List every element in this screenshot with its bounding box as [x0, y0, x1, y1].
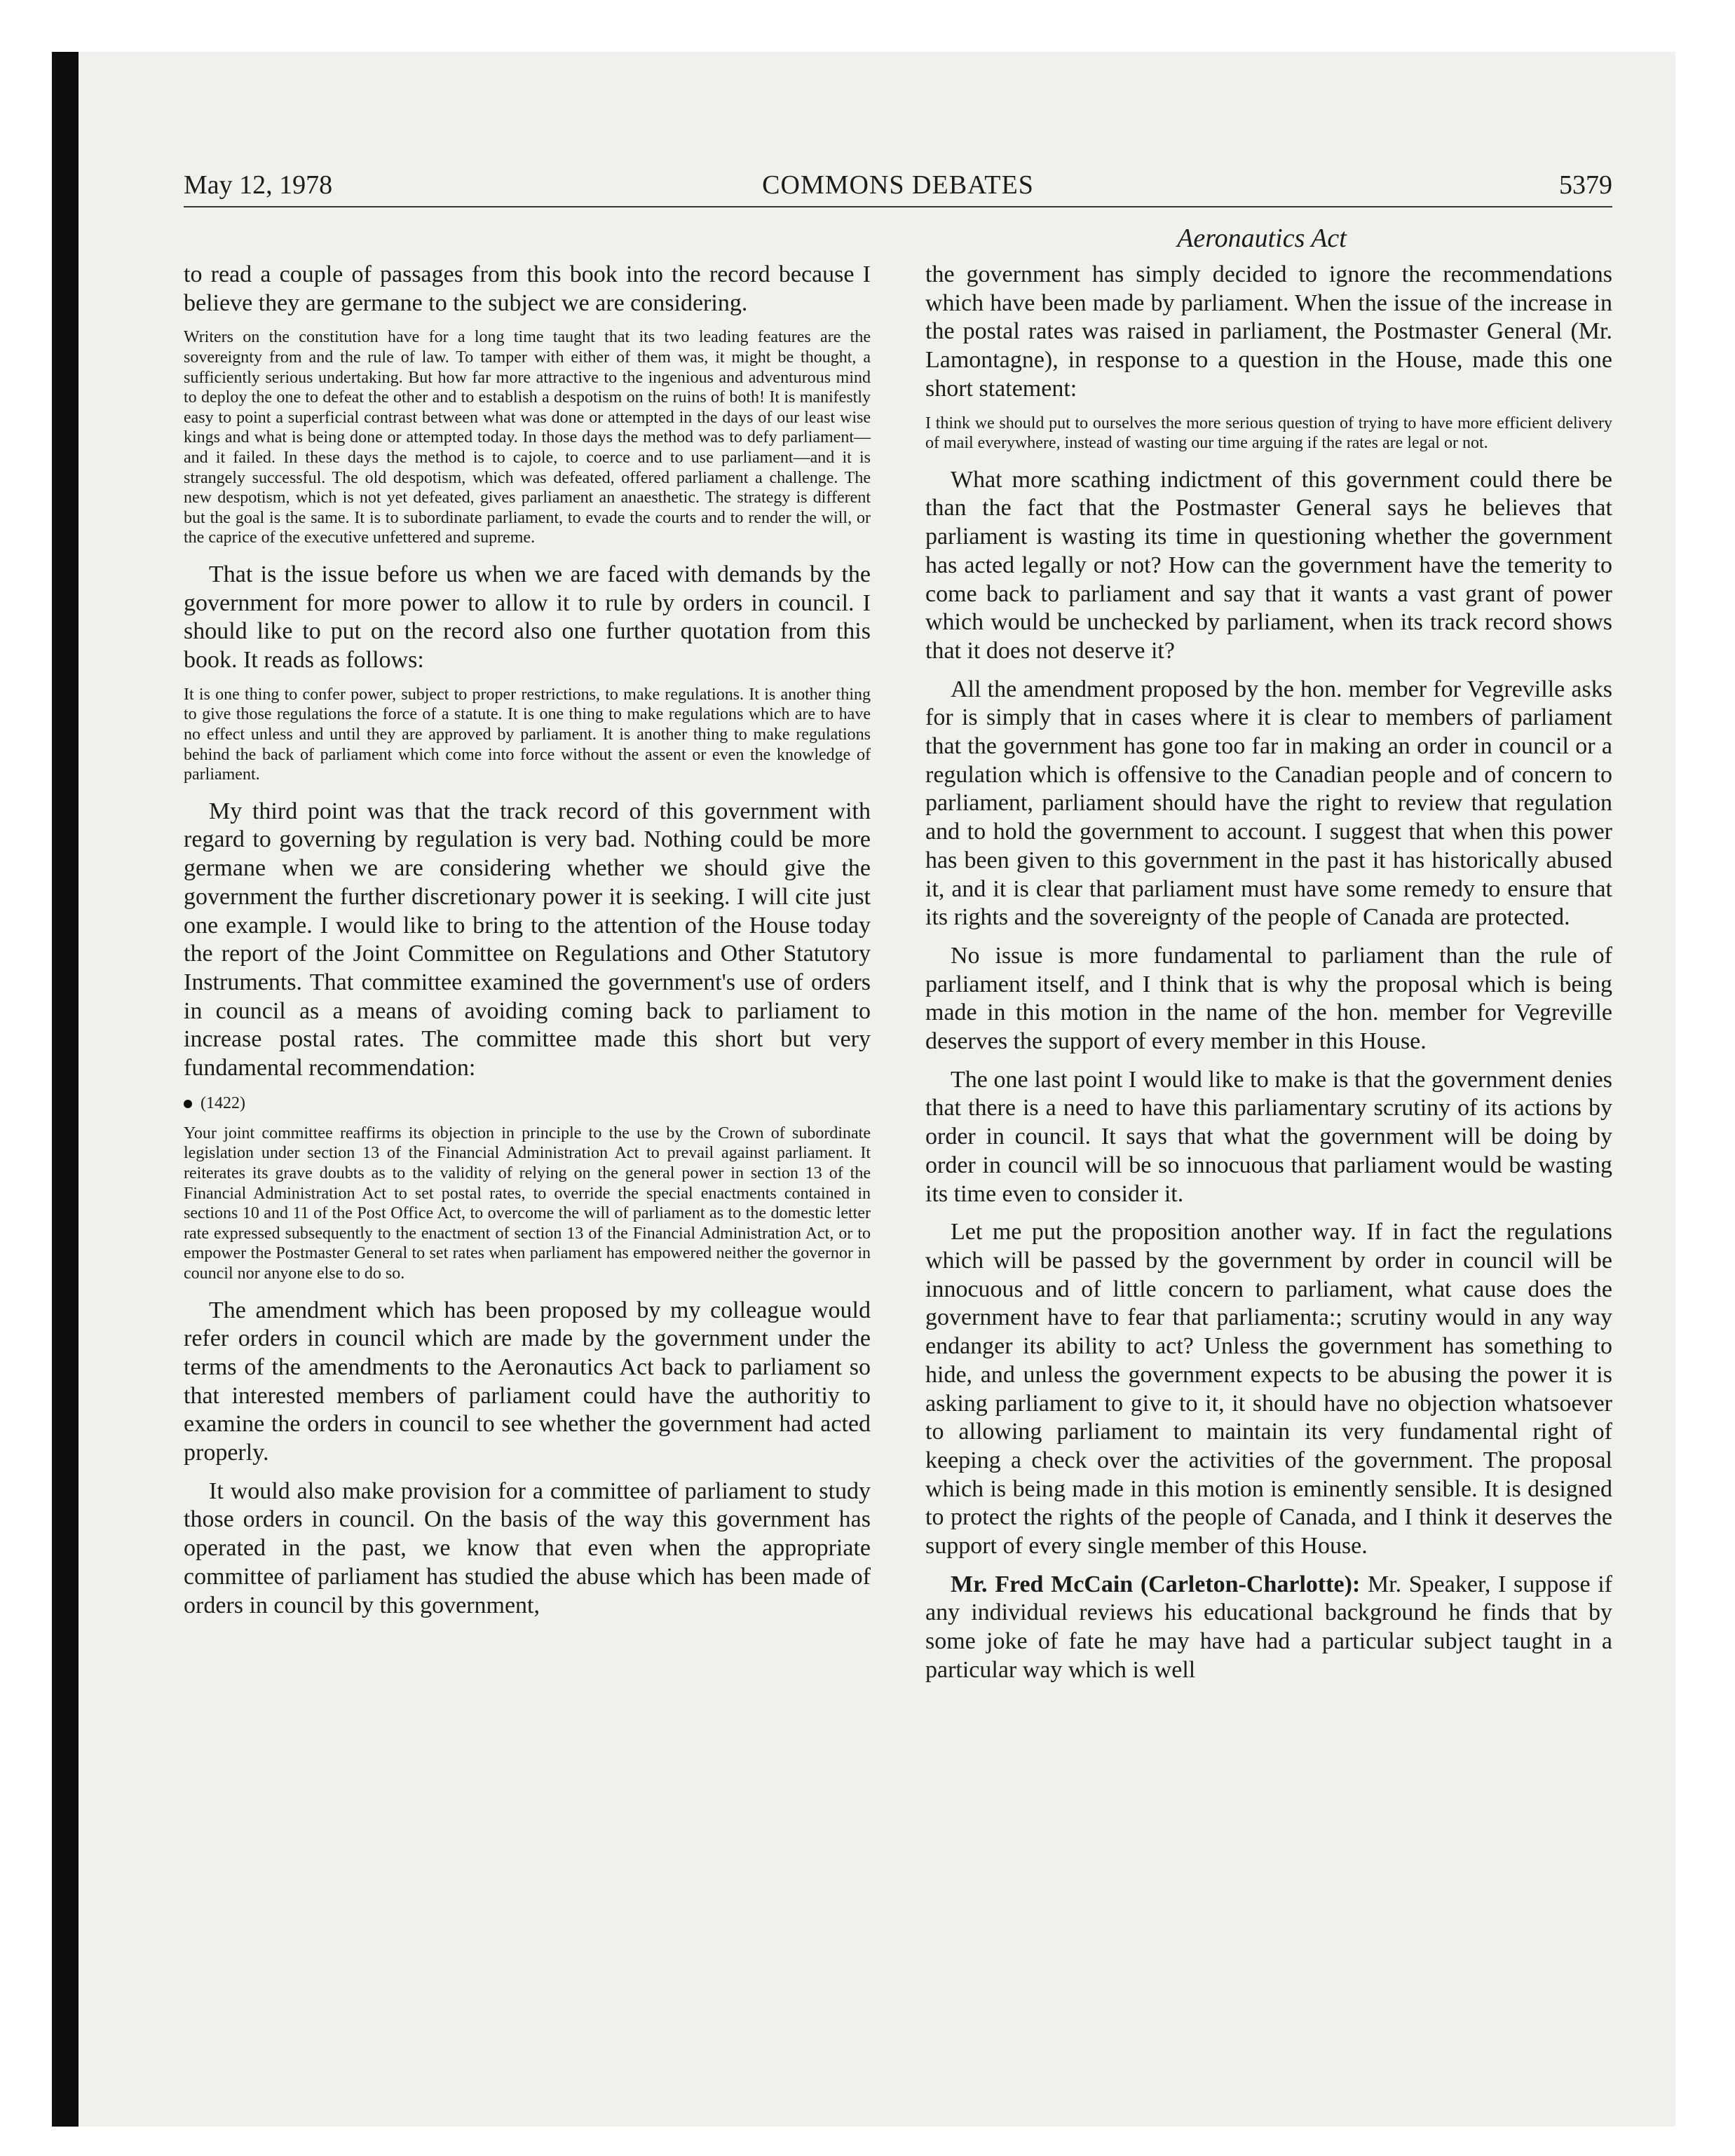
paragraph: to read a couple of passages from this book into the record because I believe they are germane to the subject we are considering. [184, 261, 871, 316]
block-quote: I think we should put to ourselves the more serious question of trying to have more efficient delivery of mail everywhere, instead of wasting our time arguing if the rates are legal or not. [925, 414, 1612, 453]
paragraph: No issue is more fundamental to parliament than the rule of parliament itself, and I think that is why the proposal which is being made in this motion in the name of the hon. member for Vegreville deserves the support of every member in this House. [925, 942, 1612, 1055]
block-quote: Your joint committee reaffirms its objection in principle to the use by the Crown of subordinate legislation under section 13 of the Financial Administration Act to prevail against parliament. It reiterates its grave doubts as to the validity of relying on the general power in section 13 of the Financial Administration Act to set postal rates, to override the special enactments contained in sections 10 and 11 of the Post Office Act, to overcome the will of parliament as to the domestic letter rate expressed subsequently to the enactment of section 13 of the Financial Administration Act, or to empower the Postmaster General to set rates when parliament has empowered neither the governor in council nor anyone else to do so. [184, 1124, 871, 1283]
paragraph: It would also make provision for a committee of parliament to study those orders in council. On the basis of the way this government has operated in the past, we know that even when the appropriate committee of parliament has studied the abuse which has been made of orders in council by this government, [184, 1478, 871, 1618]
header-title: COMMONS DEBATES [762, 170, 1034, 200]
paragraph: What more scathing indictment of this government could there be than the fact that the Postmaster General says he believes that parliament is wasting its time in questioning whether the government has acted legally or not? How can the government have the temerity to come back to parliament and say that it wants a vast grant of power which would be unchecked by parliament, when its track record shows that it does not deserve it? [925, 466, 1612, 664]
paragraph: the government has simply decided to ignore the recommendations which have been made by parliament. When the issue of the increase in the postal rates was raised in parliament, the Postmaster General (Mr. Lamontagne), in response to a question in the House, made this one short statement: [925, 261, 1612, 402]
block-quote: It is one thing to confer power, subject to proper restrictions, to make regulations. It is another thing to give those regulations the force of a statute. It is one thing to make regulations which are to have no effect unless and until they are approved by parliament. It is another thing to make regulations behind the back of parliament which come into force without the assent or even the knowledge of parliament. [184, 685, 871, 784]
scan-edge [52, 52, 79, 2127]
header-date: May 12, 1978 [184, 170, 333, 200]
right-column [925, 261, 1612, 1695]
time-marker-text: (1422) [200, 1093, 245, 1112]
time-marker [184, 1093, 871, 1114]
paragraph: The amendment which has been proposed by my colleague would refer orders in council which are made by the government under the terms of the amendments to the Aeronautics Act back to parliament so that interested members of parliament could have the authoritiy to examine the orders in council to see whether the government had acted properly. [184, 1297, 871, 1466]
speaker-paragraph [925, 1571, 1612, 1685]
paragraph: That is the issue before us when we are faced with demands by the government for more power to allow it to rule by orders in council. I should like to put on the record also one further quotation from this book. It reads as follows: [184, 561, 871, 674]
page-header [184, 167, 1612, 207]
block-quote: Writers on the constitution have for a long time taught that its two leading features are the sovereignty from and the rule of law. To tamper with either of them was, it might be thought, a sufficiently serious undertaking. But how far more attractive to the ingenious and adventurous mind to deploy the one to defeat the other and to establish a despotism on the ruins of both! It is manifestly easy to point a superficial contrast between what was done or attempted in the days of our least wise kings and what is being done or attempted today. In those days the method was to defy parliament—and it failed. In these days the method is to cajole, to coerce and to use parliament—and it is strangely successful. The old despotism, which was defeated, offered parliament a challenge. The new despotism, which is not yet defeated, gives parliament an anaesthetic. The strategy is different but the goal is the same. It is to subordinate parliament, to evade the courts and to render the will, or the caprice of the executive unfettered and supreme. [184, 328, 871, 547]
speech-text: Mr. Speaker, I suppose if any individual reviews his educational background he finds that by some joke of fate he may have had a particular subject taught in a particular way which is well [925, 1571, 1612, 1683]
page-number: 5379 [1559, 170, 1612, 200]
paragraph: All the amendment proposed by the hon. member for Vegreville asks for is simply that in cases where it is clear to members of parliament that the government has gone too far in making an order in council or a regulation which is offensive to the Canadian people and of concern to parliament, parliament should have the right to review that regulation and to hold the government to account. I suggest that when this power has been given to this government in the past it has historically abused it, and it is clear that parliament must have some remedy to ensure that its rights and the sovereignty of the people of Canada are protected. [925, 676, 1612, 931]
running-head: Aeronautics Act [1177, 224, 1347, 253]
left-column [184, 261, 871, 1630]
paragraph: The one last point I would like to make is that the government denies that there is a need to have this parliamentary scrutiny of its actions by order in council. It says that what the government will be doing by order in council will be so innocuous that parliament would be wasting its time even to consider it. [925, 1066, 1612, 1207]
paragraph: Let me put the proposition another way. If in fact the regulations which will be passed by the government by order in council will be innocuous and of little concern to parliament, what cause does the government have to fear that parliamenta:; scrutiny would in any way endanger its ability to act? Unless the government has something to hide, and unless the government expects to be abusing the power it is asking parliament to give to it, it should have no objection whatsoever to allowing parliament to maintain its very fundamental right of keeping a check over the activities of the government. The proposal which is being made in this motion is eminently sensible. It is designed to protect the rights of the people of Canada, and I think it deserves the support of every single member of this House. [925, 1219, 1612, 1560]
paragraph: My third point was that the track record of this government with regard to governing by regulation is very bad. Nothing could be more germane when we are considering whether we should give the government the further discretionary power it is seeking. I will cite just one example. I would like to bring to the attention of the House today the report of the Joint Committee on Regulations and Other Statutory Instruments. That committee examined the government's use of orders in council as a means of avoiding coming back to parliament to increase postal rates. The committee made this short but very fundamental recommendation: [184, 798, 871, 1082]
bullet-icon [184, 1100, 192, 1108]
speaker-name: Mr. Fred McCain (Carleton-Charlotte): [951, 1571, 1361, 1597]
